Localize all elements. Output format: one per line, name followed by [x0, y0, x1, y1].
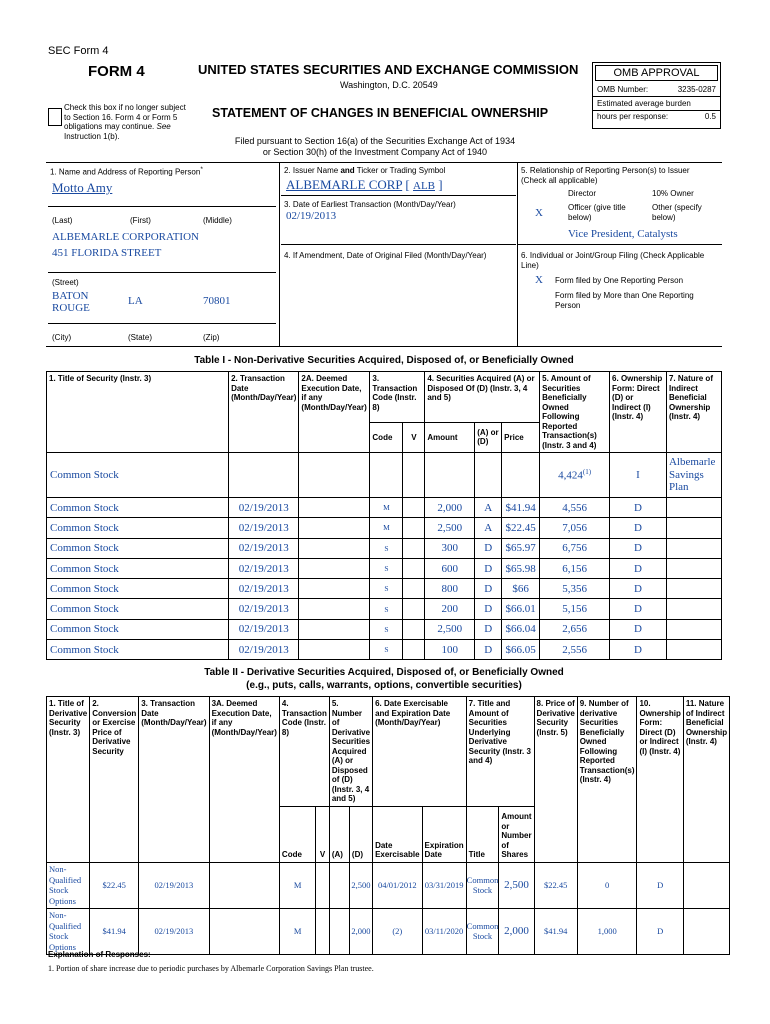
- table-row: [47, 640, 722, 660]
- checkbox-instructions: Check this box if no longer subject to Section 16. Form 4 or Form 5 obligations may continue. See Instruction 1(b).: [64, 103, 186, 141]
- t1-cell-amount: 600: [425, 558, 475, 578]
- t2-cell-shares: 2,000: [499, 908, 534, 954]
- omb-number-label: OMB Number:: [597, 85, 649, 94]
- address-line2: 451 FLORIDA STREET: [52, 247, 162, 259]
- table-row: Common Stock 4,424$^{(1)}$ I Albemarle Savings Plan: [47, 453, 722, 498]
- t1-cell-date: 02/19/2013: [229, 558, 299, 578]
- t1-sub-code: Code: [370, 422, 403, 452]
- t1-cell-code: S: [370, 619, 403, 639]
- t2-header-underlying: 7. Title and Amount of Securities Underlying Derivative Security (Instr. 3 and 4): [466, 697, 534, 807]
- t1-cell-amount: 2,000: [425, 498, 475, 518]
- t1-cell-price: $66.05: [502, 640, 540, 660]
- t1-cell-form: D: [610, 518, 667, 538]
- omb-hours-label: hours per response:: [597, 112, 669, 121]
- t1-cell-price: $41.94: [502, 498, 540, 518]
- t1-cell-date: 02/19/2013: [229, 538, 299, 558]
- t1-cell-amount: 100: [425, 640, 475, 660]
- first-label: (First): [130, 216, 151, 225]
- t2-cell-exercisable: 04/01/2012: [373, 862, 422, 908]
- agency-location: Washington, D.C. 20549: [340, 80, 438, 90]
- t2-cell-date: 02/19/2013: [139, 908, 209, 954]
- t2-cell-exercisable: (2): [373, 908, 422, 954]
- t1-cell-code: S: [370, 640, 403, 660]
- state-label: (State): [128, 333, 153, 342]
- omb-title: OMB APPROVAL: [595, 65, 718, 81]
- t2-cell-date: 02/19/2013: [139, 862, 209, 908]
- box4-label: 4. If Amendment, Date of Original Filed (Month/Day/Year): [284, 251, 487, 260]
- omb-approval-box: [592, 62, 721, 129]
- omb-number-value: 3235-0287: [677, 85, 716, 94]
- t2-cell-title: Common Stock: [466, 908, 499, 954]
- t2-sub-code: Code: [279, 806, 315, 862]
- t1-cell-ad: D: [475, 599, 502, 619]
- table1-title: Table I - Non-Derivative Securities Acquired, Disposed of, or Beneficially Owned: [194, 355, 574, 366]
- t1-cell-ad: D: [475, 640, 502, 660]
- table1: [46, 371, 722, 660]
- box2-label: 2. Issuer Name and Ticker or Trading Symbol: [284, 166, 446, 175]
- t1-cell-ad: A: [475, 498, 502, 518]
- street-label: (Street): [52, 278, 79, 287]
- statement-title: STATEMENT OF CHANGES IN BENEFICIAL OWNERSHIP: [212, 106, 549, 120]
- t2-header-dates: 6. Date Exercisable and Expiration Date (Month/Day/Year): [373, 697, 467, 807]
- filed-pursuant: Filed pursuant to Section 16(a) of the Securities Exchange Act of 1934 or Section 30(h) of the Investment Company Act of 1940: [234, 136, 516, 157]
- t1-cell-owned: 6,756: [540, 538, 610, 558]
- t1-cell-form: D: [610, 538, 667, 558]
- t1-cell-date: 02/19/2013: [229, 518, 299, 538]
- t2-cell-dprice: $41.94: [534, 908, 577, 954]
- t1-cell-owned: 7,056: [540, 518, 610, 538]
- t1-cell-price: $65.98: [502, 558, 540, 578]
- t1-cell-owned: 5,156: [540, 599, 610, 619]
- t1-cell-owned: 6,156: [540, 558, 610, 578]
- officer-checkmark[interactable]: X: [535, 207, 543, 219]
- table-row: [47, 579, 722, 599]
- t1-header-amount-owned: 5. Amount of Securities Beneficially Owned Following Reported Transaction(s) (Instr. 3 and 4): [540, 372, 610, 453]
- t2-sub-a: (A): [329, 806, 349, 862]
- t1-cell-price: $22.45: [502, 518, 540, 538]
- t2-cell-code: M: [279, 862, 315, 908]
- table2-title: Table II - Derivative Securities Acquired, Disposed of, or Beneficially Owned (e.g., puts, calls, warrants, options, convertible securities): [204, 667, 564, 691]
- t1-cell-amount: 800: [425, 579, 475, 599]
- box5-label: 5. Relationship of Reporting Person(s) to Issuer (Check all applicable): [521, 166, 690, 185]
- t2-cell-security: Non-Qualified Stock Options: [47, 908, 90, 954]
- t2-cell-form: D: [637, 862, 683, 908]
- t2-cell-price: $22.45: [90, 862, 139, 908]
- table-row: [47, 862, 730, 908]
- t2-header-owned: 9. Number of derivative Securities Beneficially Owned Following Reported Transaction(s) (Instr. 4): [577, 697, 637, 863]
- t1-cell-security: Common Stock: [47, 640, 229, 660]
- omb-hours-value: 0.5: [704, 112, 716, 121]
- t2-sub-expiration: Expiration Date: [422, 806, 466, 862]
- t1-cell-security: Common Stock: [47, 599, 229, 619]
- t1-cell-amount: 2,500: [425, 518, 475, 538]
- t2-header-date: 3. Transaction Date (Month/Day/Year): [139, 697, 209, 863]
- omb-burden-label: Estimated average burden: [597, 99, 691, 108]
- officer-title: Vice President, Catalysts: [568, 228, 678, 240]
- t2-sub-v: V: [316, 806, 330, 862]
- t2-sub-date-ex: Date Exercisable: [373, 806, 422, 862]
- t2-cell-form: D: [637, 908, 683, 954]
- table-row: [47, 599, 722, 619]
- t1-cell-price: $66: [502, 579, 540, 599]
- t2-header-conversion: 2. Conversion or Exercise Price of Derivative Security: [90, 697, 139, 863]
- t1-cell-price: $66.01: [502, 599, 540, 619]
- t1-cell-security: Common Stock: [47, 498, 229, 518]
- box6-label: 6. Individual or Joint/Group Filing (Check Applicable Line): [521, 251, 705, 270]
- t2-sub-d: (D): [349, 806, 372, 862]
- t1-cell-security: Common Stock: [47, 518, 229, 538]
- t1-cell-owned: 5,356: [540, 579, 610, 599]
- one-person-label: Form filed by One Reporting Person: [555, 276, 684, 285]
- t1-cell-form: D: [610, 498, 667, 518]
- table-row: [47, 518, 722, 538]
- t1-cell-amount: 200: [425, 599, 475, 619]
- earliest-transaction-date: 02/19/2013: [286, 210, 337, 222]
- table-row: [47, 908, 730, 954]
- t1-sub-v: V: [403, 422, 425, 452]
- t1-header-date: 2. Transaction Date (Month/Day/Year): [229, 372, 299, 453]
- t2-cell-d: 2,500: [349, 862, 372, 908]
- t1-cell-date: 02/19/2013: [229, 498, 299, 518]
- explanation-title: Explanation of Responses:: [48, 950, 151, 959]
- t1-cell-form: D: [610, 619, 667, 639]
- t2-cell-a: [329, 908, 349, 954]
- t1-cell-form: D: [610, 640, 667, 660]
- t1-sub-price: Price: [502, 422, 540, 452]
- t1-cell-date: 02/19/2013: [229, 579, 299, 599]
- city-value: BATON ROUGE: [52, 290, 90, 314]
- t1-sub-amount: Amount: [425, 422, 475, 452]
- box1-label: 1. Name and Address of Reporting Person*: [50, 166, 203, 177]
- t1-cell-price: $65.97: [502, 538, 540, 558]
- zip-label: (Zip): [203, 333, 220, 342]
- reporting-person-name[interactable]: Motto Amy: [52, 180, 113, 195]
- no-longer-subject-checkbox[interactable]: [48, 108, 62, 126]
- t2-cell-dprice: $22.45: [534, 862, 577, 908]
- other-label: Other (specify below): [652, 203, 702, 222]
- t1-cell-amount: 300: [425, 538, 475, 558]
- t1-cell-date: 02/19/2013: [229, 619, 299, 639]
- t1-header-deemed: 2A. Deemed Execution Date, if any (Month/Day/Year): [299, 372, 370, 453]
- t1-cell-security: Common Stock: [47, 538, 229, 558]
- t1-cell-owned: 2,556: [540, 640, 610, 660]
- t1-header-title: 1. Title of Security (Instr. 3): [47, 372, 229, 453]
- table-row: [47, 619, 722, 639]
- t2-cell-title: Common Stock: [466, 862, 499, 908]
- sec-form-label: SEC Form 4: [48, 45, 109, 57]
- t1-cell-code: M: [370, 518, 403, 538]
- t2-cell-shares: 2,500: [499, 862, 534, 908]
- issuer-name[interactable]: ALBEMARLE CORP [ ALB ]: [286, 177, 443, 192]
- t1-cell-date: 02/19/2013: [229, 640, 299, 660]
- t1-cell-code: S: [370, 538, 403, 558]
- director-label: Director: [568, 189, 597, 198]
- t1-cell-form: D: [610, 558, 667, 578]
- agency-title: UNITED STATES SECURITIES AND EXCHANGE COMMISSION: [198, 62, 579, 77]
- more-persons-label: Form filed by More than One Reporting Person: [555, 291, 694, 310]
- t2-header-deemed: 3A. Deemed Execution Date, if any (Month/Day/Year): [209, 697, 279, 863]
- t2-cell-expiration: 03/11/2020: [422, 908, 466, 954]
- t1-cell-ad: D: [475, 579, 502, 599]
- t1-header-securities: 4. Securities Acquired (A) or Disposed Of (D) (Instr. 3, 4 and 5): [425, 372, 540, 423]
- zip-value: 70801: [203, 295, 231, 307]
- t1-cell-ad: A: [475, 518, 502, 538]
- t1-cell-amount: 2,500: [425, 619, 475, 639]
- t1-cell-security: Common Stock: [47, 619, 229, 639]
- t1-cell-date: 02/19/2013: [229, 599, 299, 619]
- one-person-checkmark[interactable]: X: [535, 274, 543, 286]
- form-title: FORM 4: [88, 63, 145, 80]
- t2-cell-price: $41.94: [90, 908, 139, 954]
- t1-cell-security: Common Stock: [47, 558, 229, 578]
- t2-header-code: 4. Transaction Code (Instr. 8): [279, 697, 329, 807]
- t1-cell-code: S: [370, 558, 403, 578]
- t1-cell-security: Common Stock: [47, 579, 229, 599]
- t1-cell-ad: D: [475, 558, 502, 578]
- officer-label: Officer (give title below): [568, 203, 626, 222]
- t2-cell-expiration: 03/31/2019: [422, 862, 466, 908]
- t2-header-nature: 11. Nature of Indirect Beneficial Ownership (Instr. 4): [683, 697, 729, 863]
- ten-percent-owner-label: 10% Owner: [652, 189, 694, 198]
- t2-header-form: 10. Ownership Form: Direct (D) or Indirect (I) (Instr. 4): [637, 697, 683, 863]
- t2-sub-title: Title: [466, 806, 499, 862]
- table-row: [47, 558, 722, 578]
- t2-cell-code: M: [279, 908, 315, 954]
- t1-cell-form: D: [610, 579, 667, 599]
- t1-cell-ad: D: [475, 538, 502, 558]
- state-value: LA: [128, 295, 143, 307]
- last-label: (Last): [52, 216, 73, 225]
- t1-cell-code: M: [370, 498, 403, 518]
- t2-header-number: 5. Number of Derivative Securities Acquired (A) or Disposed of (D) (Instr. 3, 4 and 5): [329, 697, 372, 807]
- t2-sub-shares: Amount or Number of Shares: [499, 806, 534, 862]
- middle-label: (Middle): [203, 216, 232, 225]
- t1-cell-ad: D: [475, 619, 502, 639]
- t1-cell-owned: 4,556: [540, 498, 610, 518]
- t2-cell-owned: 0: [577, 862, 637, 908]
- t1-cell-price: $66.04: [502, 619, 540, 639]
- t1-cell-owned: 2,656: [540, 619, 610, 639]
- city-label: (City): [52, 333, 72, 342]
- t1-cell-code: S: [370, 579, 403, 599]
- t1-header-code: 3. Transaction Code (Instr. 8): [370, 372, 425, 423]
- table-row: [47, 538, 722, 558]
- explanation-note-1: 1. Portion of share increase due to periodic purchases by Albemarle Corporation Savings Plan trustee.: [48, 964, 374, 973]
- t2-cell-owned: 1,000: [577, 908, 637, 954]
- table2: [46, 696, 730, 955]
- t1-header-nature: 7. Nature of Indirect Beneficial Ownership (Instr. 4): [666, 372, 721, 453]
- table-row: [47, 498, 722, 518]
- t1-cell-code: S: [370, 599, 403, 619]
- t1-cell-form: D: [610, 599, 667, 619]
- t2-cell-d: 2,000: [349, 908, 372, 954]
- t1-header-ownership: 6. Ownership Form: Direct (D) or Indirect (I) (Instr. 4): [610, 372, 667, 453]
- t1-sub-aord: (A) or (D): [475, 422, 502, 452]
- box3-label: 3. Date of Earliest Transaction (Month/Day/Year): [284, 200, 456, 209]
- t2-header-price: 8. Price of Derivative Security (Instr. 5): [534, 697, 577, 863]
- address-line1: ALBEMARLE CORPORATION: [52, 231, 199, 243]
- t2-cell-a: [329, 862, 349, 908]
- t2-header-title: 1. Title of Derivative Security (Instr. 3): [47, 697, 90, 863]
- t2-cell-security: Non-Qualified Stock Options: [47, 862, 90, 908]
